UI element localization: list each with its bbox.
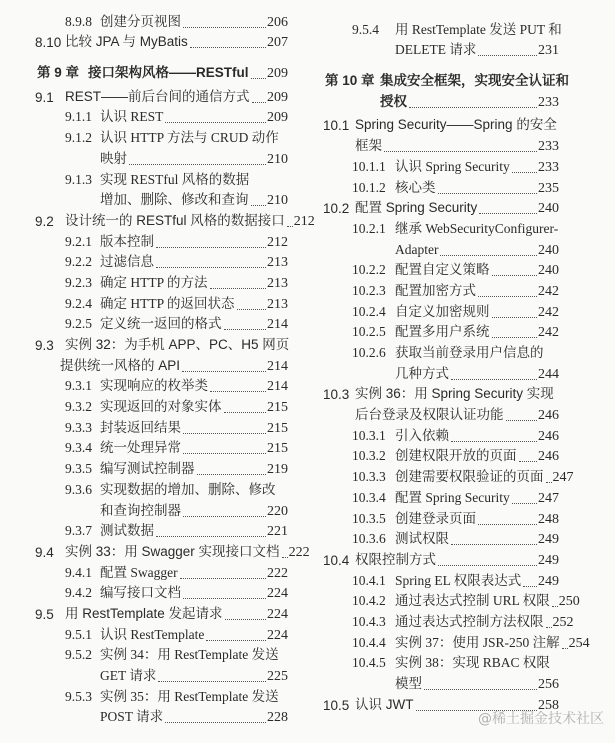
entry-title: 编写测试控制器 [100,461,195,477]
dot-leader [451,544,537,545]
dot-leader [282,557,288,558]
entry-title: 后台登录及权限认证功能 [355,407,504,423]
entry-title: 封装返回结果 [100,419,181,435]
toc-entry-sub[interactable] [305,342,559,383]
entry-number: 9.2.1 [65,233,92,249]
entry-number: 10.3.1 [352,427,386,443]
entry-number: 10.1.1 [352,158,386,174]
page-number: 246 [538,408,559,424]
toc-entry-sub[interactable] [0,376,288,397]
page-number: 240 [538,201,559,217]
page-number: 242 [538,325,559,341]
dot-leader [492,275,538,276]
page-number: 215 [267,400,288,416]
entry-number: 9.1.3 [65,171,92,187]
entry-number: 10.3.4 [352,489,386,505]
entry-number: 10.2.5 [352,324,386,340]
toc-entry-sub[interactable] [0,231,288,252]
entry-title: 获取当前登录用户信息的 [395,345,544,360]
page-number: 228 [267,710,288,726]
entry-title: 接口架构风格——RESTful [88,65,249,81]
entry-title: 创建需要权限验证的页面 [395,469,544,485]
page-number: 224 [267,586,288,602]
toc-entry-sub[interactable] [0,438,288,459]
entry-number: 10.2 [323,201,350,217]
toc-entry-sub[interactable] [0,272,288,293]
entry-number: 9.5 [35,606,54,622]
toc-entry-sub[interactable] [305,280,559,301]
toc-entry-chap[interactable] [305,60,569,114]
page-number: 233 [538,94,559,110]
entry-number: 9.2.3 [65,274,92,290]
page-number: 247 [552,470,574,486]
toc-entry-sub[interactable] [305,19,562,60]
entry-title: Spring EL 权限表达式 [395,572,522,588]
dot-leader [451,441,537,442]
entry-number: 10.2.3 [352,282,386,298]
page-number: 214 [267,358,288,374]
entry-number: 9.4 [35,544,54,560]
entry-title: 用 RestTemplate 发起请求 [65,605,223,621]
entry-title: 增加、删除、修改和查询 [100,192,249,208]
toc-entry-sec[interactable] [305,384,559,425]
entry-title: 配置 Spring Security [395,489,510,505]
entry-number: 9.3.1 [65,378,92,394]
entry-number: 9.3.4 [65,440,92,456]
page-number: 222 [288,544,310,560]
entry-number: 8.9.8 [65,13,92,29]
page-number: 246 [538,428,559,444]
entry-number: 9.5.1 [65,626,92,642]
entry-number: 10.4.3 [352,613,386,629]
entry-title: 授权 [380,93,407,109]
page-number: 242 [538,304,559,320]
page-number: 221 [267,524,288,540]
toc-entry-sub[interactable] [0,521,288,542]
dot-leader [183,516,266,517]
entry-number: 9.3.5 [65,461,92,477]
entry-number: 10.2.6 [352,345,386,360]
entry-title: 用 RestTemplate 发送 PUT 和 [395,21,562,37]
dot-leader [165,722,266,723]
entry-title: 集成安全框架，实现安全认证和 [380,73,569,89]
page-number: 210 [267,193,288,209]
page-number: 249 [538,573,559,589]
page-number: 219 [267,462,288,478]
dot-leader [519,461,538,462]
entry-title: 实现返回的对象实体 [100,399,222,415]
dot-leader [451,379,537,380]
page-number: 240 [538,263,559,279]
page-number: 240 [538,242,559,258]
toc-entry-sub[interactable] [305,487,559,508]
entry-title: 实例 35：用 RestTemplate 发送 [100,688,279,704]
toc-entry-sub[interactable] [0,686,288,727]
toc-entry-sec[interactable] [305,198,559,219]
entry-title: REST——前后台间的通信方式 [65,88,250,104]
toc-entry-sub[interactable] [305,653,559,694]
dot-leader [492,317,538,318]
dot-leader [440,255,537,256]
entry-title: 认识 JWT [355,696,414,712]
page-number: 209 [267,110,288,126]
entry-number: 第 9 章 [37,65,80,81]
dot-leader [512,172,537,173]
entry-title: 配置自定义策略 [395,262,490,278]
page-number: 213 [267,255,288,271]
toc-entry-sub[interactable] [0,314,288,335]
entry-title: 比较 JPA 与 MyBatis [65,34,188,50]
toc-entry-sub[interactable] [0,458,288,479]
dot-leader [210,288,267,289]
page-number: 247 [538,490,559,506]
entry-title: 实例 34：用 RestTemplate 发送 [100,647,279,663]
entry-number: 9.3 [35,338,54,353]
page-number: 215 [267,441,288,457]
entry-title: 自定义加密规则 [395,303,490,319]
toc-entry-sec[interactable] [0,541,310,562]
entry-title: 认识 HTTP 方法与 CRUD 动作 [100,130,279,146]
entry-title: GET 请求 [100,668,157,683]
entry-number: 9.5.2 [65,647,92,663]
page-number: 206 [267,14,288,30]
entry-title: 认识 REST [100,109,164,125]
entry-number: 10.3 [323,387,350,403]
entry-title: 继承 WebSecurityConfigurer- [395,220,559,236]
page-number: 209 [267,66,288,82]
entry-number: 9.2 [35,213,54,229]
entry-number: 9.3.7 [65,523,92,539]
toc-entry-sub[interactable] [305,218,559,259]
page-number: 242 [538,283,559,299]
entry-title: 实例 33：用 Swagger 实现接口文档 [65,543,280,559]
toc-entry-sec[interactable] [0,32,288,53]
dot-leader [180,578,266,579]
page-number: 233 [538,159,559,175]
entry-number: 10.4.2 [352,593,386,609]
entry-number: 8.10 [35,35,62,51]
page-number: 225 [267,669,288,684]
dot-leader [156,536,266,537]
entry-title: DELETE 请求 [395,42,477,58]
entry-title: 和查询控制器 [100,502,181,518]
toc-entry-sub[interactable] [0,169,288,210]
page-number: 246 [538,449,559,465]
dot-leader [384,151,537,152]
toc-entry-sub[interactable] [305,156,559,177]
entry-number: 10.2.1 [352,220,386,236]
dot-leader [183,27,266,28]
entry-number: 10.1.2 [352,179,386,195]
entry-title: Adapter [395,241,439,257]
dot-leader [182,371,266,372]
page-number: 249 [538,532,559,548]
entry-number: 10.4 [323,552,350,568]
dot-leader [224,329,267,330]
entry-title: 通过表达式控制 URL 权限 [395,593,550,609]
entry-title: 设计统一的 RESTful 风格的数据接口 [65,212,285,228]
dot-leader [129,164,266,165]
entry-number: 9.4.1 [65,564,92,580]
toc-entry-sub[interactable] [305,301,559,322]
toc-entry-sub[interactable] [0,252,288,273]
entry-number: 9.5.4 [352,21,379,37]
toc-entry-sub[interactable] [0,11,288,32]
entry-number: 9.2.4 [65,295,92,311]
dot-leader [165,122,266,123]
dot-leader [156,247,266,248]
entry-number: 9.1.2 [65,130,92,146]
page-number: 244 [538,366,559,382]
entry-number: 9.2.2 [65,254,92,270]
dot-leader [252,102,266,103]
toc-entry-sub[interactable] [0,107,288,128]
toc-entry-sec[interactable] [0,210,315,231]
page-number: 213 [267,275,288,291]
toc-entry-sub[interactable] [305,177,559,198]
toc-entry-sub[interactable] [305,611,574,632]
entry-title: 实现 RESTful 风格的数据 [100,171,250,187]
toc-entry-sub[interactable] [305,446,559,467]
entry-number: 10.3.6 [352,531,386,547]
toc-entry-sub[interactable] [0,127,288,168]
entry-title: 通过表达式控制方法权限 [395,613,544,629]
entry-title: Spring Security——Spring 的安全 [355,117,557,133]
entry-title: 配置加密方式 [395,282,476,298]
toc-entry-sec[interactable] [305,549,559,570]
entry-title: 配置多用户系统 [395,324,490,340]
entry-title: 提供统一风格的 API [60,357,181,373]
toc-entry-sub[interactable] [0,417,288,438]
toc-entry-sub[interactable] [305,632,590,653]
toc-entry-sub[interactable] [305,260,559,281]
dot-leader [237,309,267,310]
page-number: 210 [267,151,288,167]
entry-title: 核心类 [395,179,436,195]
entry-title: 实例 37：使用 JSR-250 注解 [395,634,560,650]
toc-entry-sub[interactable] [0,645,288,686]
toc-entry-sub[interactable] [0,624,288,645]
dot-leader [552,606,558,607]
dot-leader [251,205,267,206]
page-number: 212 [267,234,288,250]
entry-number: 9.5.3 [65,688,92,704]
dot-leader [183,433,266,434]
page-number: 209 [267,89,288,105]
entry-number: 9.2.5 [65,316,92,332]
page-number: 249 [538,552,559,568]
entry-title: 统一处理异常 [100,440,181,456]
page-number: 248 [538,511,559,527]
entry-title: 权限控制方式 [355,551,436,567]
page-number: 207 [267,35,288,51]
dot-leader [478,524,537,525]
page-number: 214 [267,317,288,333]
toc-entry-sub[interactable] [305,322,559,343]
toc-entry-sec[interactable] [0,603,288,624]
toc-entry-sub[interactable] [0,479,288,520]
entry-title: 引入依赖 [395,427,449,443]
entry-number: 10.3.5 [352,510,386,526]
entry-number: 10.2.2 [352,262,386,278]
dot-leader [287,226,293,227]
toc-entry-sub[interactable] [305,508,559,529]
page-number: 231 [538,43,559,59]
page-number: 213 [267,296,288,312]
entry-number: 10.4.5 [352,655,386,671]
entry-title: POST 请求 [100,709,164,725]
entry-title: 实例 36：用 Spring Security 实现 [355,386,554,402]
entry-number: 9.3.2 [65,399,92,415]
page-number: 222 [267,565,288,581]
entry-title: 定义统一返回的格式 [100,316,222,332]
dot-leader [546,482,552,483]
entry-title: 框架 [355,138,382,154]
toc-right-column [305,0,590,715]
entry-number: 9.3.3 [65,419,92,435]
toc-entry-sec[interactable] [0,334,288,375]
entry-title: 认识 RestTemplate [100,626,205,642]
toc-entry-sub[interactable] [305,529,559,550]
entry-number: 10.4.4 [352,634,386,650]
entry-number: 10.4.1 [352,572,386,588]
entry-number: 9.1.1 [65,109,92,125]
toc-entry-sub[interactable] [305,425,559,446]
entry-title: 过滤信息 [100,254,154,270]
page-number: 256 [538,677,559,692]
dot-leader [523,586,537,587]
entry-title: 测试权限 [395,531,449,547]
entry-title: 创建分页视图 [100,13,181,29]
entry-title: 实现数据的增加、删除、修改 [100,481,276,497]
entry-title: 配置 Spring Security [355,200,478,216]
dot-leader [562,648,568,649]
entry-title: 实例 32：为手机 APP、PC、H5 网页 [65,337,290,352]
dot-leader [512,503,537,504]
dot-leader [224,412,267,413]
entry-number: 9.1 [35,89,54,105]
toc-entry-sec[interactable] [0,86,288,107]
entry-title: 创建登录页面 [395,510,476,526]
page-number: 220 [267,503,288,519]
toc-entry-sub[interactable] [0,562,288,583]
page-number: 215 [267,420,288,436]
watermark: @稀土掘金技术社区 [478,711,604,727]
entry-number: 9.3.6 [65,481,92,497]
page-number: 212 [293,213,315,229]
entry-title: 实现响应的枚举类 [100,378,208,394]
toc-entry-sub[interactable] [0,396,288,417]
entry-number: 第 10 章 [325,73,375,89]
dot-leader [156,267,266,268]
entry-title: 确定 HTTP 的方法 [100,274,208,290]
page-number: 233 [538,139,559,155]
dot-leader [546,627,552,628]
dot-leader [206,640,266,641]
dot-leader [183,453,266,454]
dot-leader [478,296,537,297]
toc-entry-chap[interactable] [0,52,288,86]
page-number: 224 [267,606,288,622]
entry-number: 10.5 [323,697,350,713]
entry-title: 确定 HTTP 的返回状态 [100,295,235,311]
toc-entry-sub[interactable] [305,466,574,487]
entry-title: 映射 [100,150,127,166]
dot-leader [506,420,538,421]
entry-number: 10.3.3 [352,469,386,485]
entry-title: 模型 [395,676,422,691]
dot-leader [438,193,538,194]
toc-entry-sub[interactable] [0,293,288,314]
entry-title: 测试数据 [100,523,154,539]
entry-title: 编写接口文档 [100,585,181,601]
dot-leader [183,598,266,599]
page-number: 254 [568,635,590,651]
dot-leader [424,689,537,690]
page-number: 250 [558,594,580,610]
dot-leader [409,107,537,108]
dot-leader [158,681,266,682]
entry-title: 实例 38：实现 RBAC 权限 [395,655,550,671]
dot-leader [197,474,267,475]
entry-title: 版本控制 [100,233,154,249]
dot-leader [210,391,266,392]
entry-title: 几种方式 [395,365,449,381]
page-number: 258 [538,697,559,713]
entry-number: 10.2.4 [352,303,386,319]
entry-number: 9.4.2 [65,585,92,601]
dot-leader [438,565,537,566]
dot-leader [251,78,267,79]
page-number: 235 [538,180,559,196]
page-number: 252 [552,614,574,630]
toc-entry-sub[interactable] [305,570,559,591]
toc-entry-sub[interactable] [0,583,288,604]
toc-entry-sub[interactable] [305,591,580,612]
entry-title: 创建权限开放的页面 [395,448,517,464]
dot-leader [225,619,266,620]
dot-leader [492,337,538,338]
entry-number: 10.3.2 [352,448,386,464]
dot-leader [190,47,266,48]
toc-entry-sec[interactable] [305,115,559,156]
entry-number: 10.1 [323,118,350,134]
entry-title: 配置 Swagger [100,564,178,580]
page-number: 214 [267,379,288,395]
dot-leader [478,55,537,56]
dot-leader [479,213,537,214]
entry-title: 认识 Spring Security [395,158,510,174]
page-number: 224 [267,627,288,643]
